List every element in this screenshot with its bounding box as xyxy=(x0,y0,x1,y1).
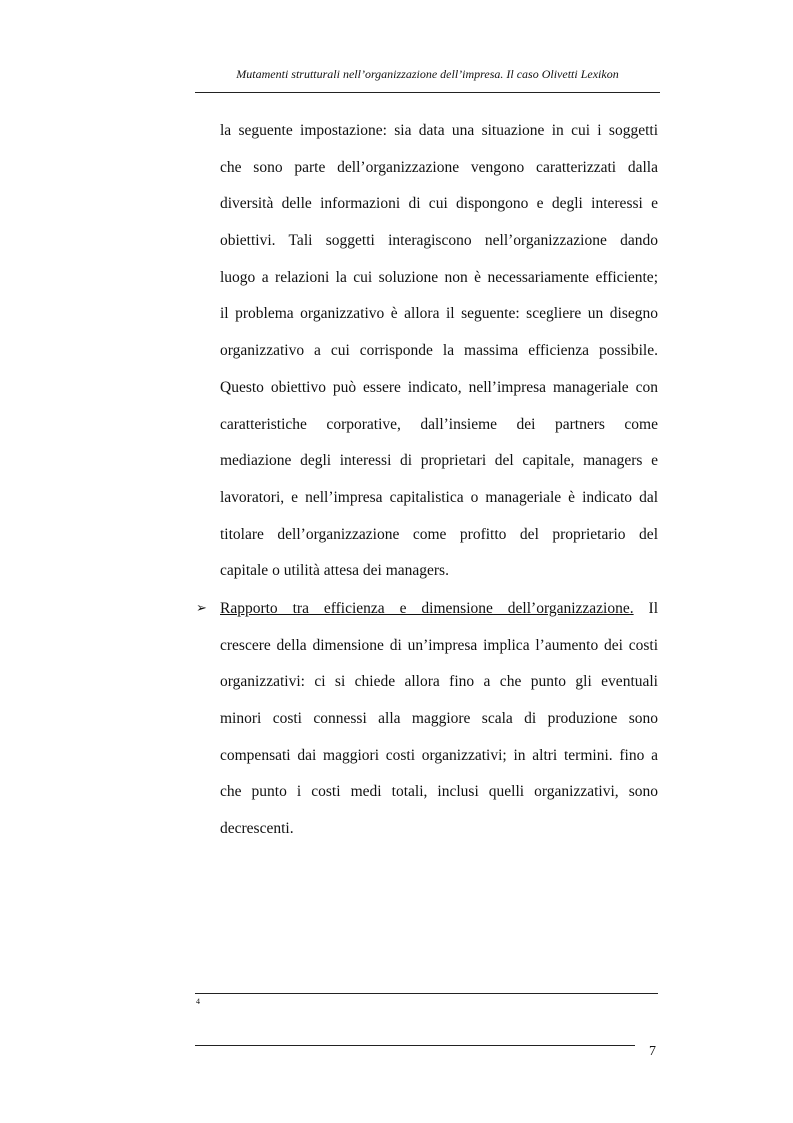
text-line: diversità delle informazioni di cui dispongono e degli interessi e xyxy=(220,195,658,213)
running-header: Mutamenti strutturali nell’organizzazione dell’impresa. Il caso Olivetti Lexikon xyxy=(236,67,619,81)
text-line: capitale o utilità attesa dei managers. xyxy=(220,562,449,580)
text-line: titolare dell’organizzazione come profitto del proprietario del xyxy=(220,525,658,543)
text-line: luogo a relazioni la cui soluzione non è necessariamente efficiente; xyxy=(220,268,658,286)
header-rule xyxy=(195,92,660,93)
text-line: la seguente impostazione: sia data una situazione in cui i soggetti xyxy=(220,122,658,139)
text-line: che sono parte dell’organizzazione vengono caratterizzati dalla xyxy=(220,158,658,176)
paragraph-1 xyxy=(220,122,658,599)
text-line: crescere della dimensione di un’impresa implica l’aumento dei costi xyxy=(220,636,658,654)
bullet-heading: Rapporto tra efficienza e dimensione dell’organizzazione. xyxy=(220,600,634,617)
text-line: che punto i costi medi totali, inclusi quelli organizzativi, sono xyxy=(220,783,658,801)
text-line: il problema organizzativo è allora il seguente: scegliere un disegno xyxy=(220,305,658,323)
text-line: mediazione degli interessi di proprietari del capitale, managers e xyxy=(220,452,658,470)
footer-rule xyxy=(195,1045,635,1046)
text-line: organizzativo a cui corrisponde la massima efficienza possibile. xyxy=(220,342,658,360)
text-line: caratteristiche corporative, dall’insieme dei partners come xyxy=(220,415,658,433)
text-line: lavoratori, e nell’impresa capitalistica o manageriale è indicato dal xyxy=(220,488,658,506)
text-line: compensati dai maggiori costi organizzativi; in altri termini. fino a xyxy=(220,746,658,764)
text-line: obiettivi. Tali soggetti interagiscono nell’organizzazione dando xyxy=(220,232,658,250)
text-line: minori costi connessi alla maggiore scala di produzione sono xyxy=(220,710,658,728)
bullet-first-line xyxy=(220,600,658,637)
page-number: 7 xyxy=(649,1044,656,1059)
footnote-mark: 4 xyxy=(196,997,200,1006)
footnote-rule xyxy=(195,993,658,994)
text-line: Questo obiettivo può essere indicato, nell’impresa manageriale con xyxy=(220,378,658,396)
text-line: decrescenti. xyxy=(220,820,294,838)
arrow-bullet-icon: ➢ xyxy=(196,601,207,616)
text-line: organizzativi: ci si chiede allora fino a che punto gli eventuali xyxy=(220,673,658,691)
bullet-heading-tail: Il xyxy=(633,600,659,617)
bullet-paragraph xyxy=(220,600,658,857)
